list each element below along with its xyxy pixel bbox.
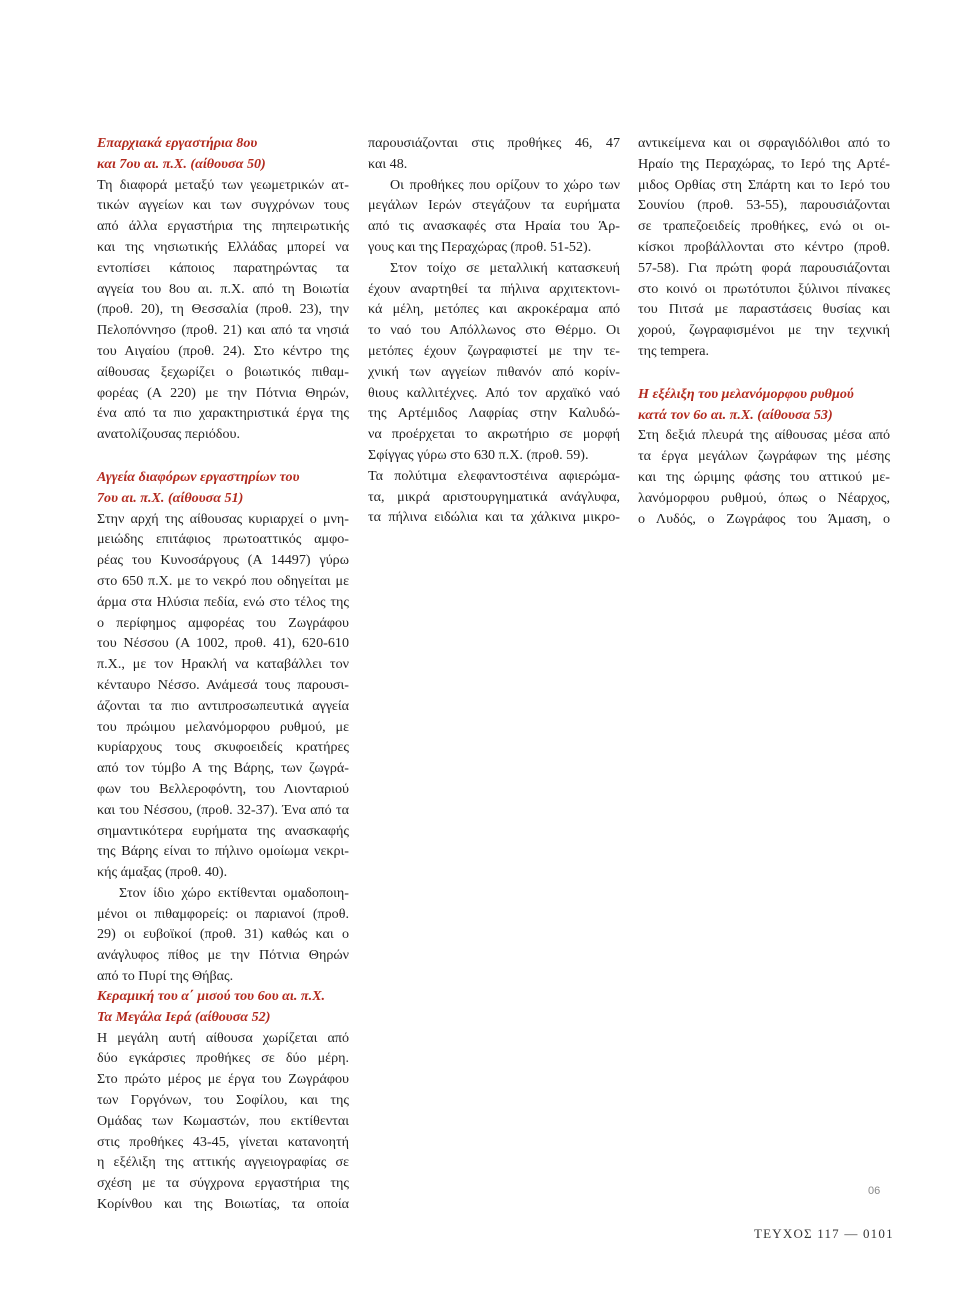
body-text-line: Στο πρώτο μέρος με έργα του Ζωγράφου bbox=[97, 1071, 349, 1088]
paragraph-gap bbox=[97, 445, 349, 467]
body-text-line: μεγάλων Ιερών στεγάζουν τα ευρήματα bbox=[368, 197, 620, 214]
body-text-line: χνική των αγγείων πιθανόν από κορίν- bbox=[368, 363, 620, 380]
body-text-line: σχέση με τα σύγχρονα εργαστήρια της bbox=[97, 1175, 349, 1192]
body-text-line: Στη δεξιά πλευρά της αίθουσας μέσα από bbox=[638, 427, 890, 444]
body-text-line: στο κοινό οι πρωτότυποι ξύλινοι πίνακες bbox=[638, 280, 890, 297]
body-text-line: Οι προθήκες που ορίζουν το χώρο των bbox=[390, 176, 620, 193]
text-column-1 bbox=[97, 133, 349, 987]
body-text-line: μειώδης επιτάφιος πρωτοαττικός αμφο- bbox=[97, 531, 349, 548]
body-text-line: Τα πολύτιμα ελεφαντοστέινα αφιερώμα- bbox=[368, 467, 620, 484]
body-text-line: Η μεγάλη αυτή αίθουσα χωρίζεται από bbox=[97, 1029, 349, 1046]
body-text-line: σε τραπεζοειδείς προθήκες, ενώ οι οι- bbox=[638, 218, 890, 235]
body-text-line: του πρώιμου μελανόμορφου ρυθμού, με bbox=[97, 718, 349, 735]
body-text-line: ο Λυδός, ο Ζωγράφος του Άμαση, ο bbox=[638, 510, 890, 527]
body-text-line: του Αιγαίου (προθ. 24). Στο κέντρο της bbox=[97, 342, 349, 359]
body-text-line: στο 650 π.Χ. με το νεκρό που οδηγείται με bbox=[97, 572, 349, 589]
body-text-line: και 48. bbox=[368, 155, 408, 172]
body-text-line: μετόπες έχουν ζωγραφιστεί με την τε- bbox=[368, 342, 620, 359]
body-text-line: ένα από τα πιο χαρακτηριστικά έργα της bbox=[97, 405, 349, 422]
body-text-line: μιδος Ορθίας στη Σπάρτη και το Ιερό του bbox=[638, 176, 890, 193]
section-heading-line: Επαρχιακά εργαστήρια 8ου bbox=[97, 135, 258, 151]
body-text-line: έχουν αναρτηθεί τα πήλινα αρχιτεκτονι- bbox=[368, 280, 620, 297]
body-text-line: από το Πυρί της Θήβας. bbox=[97, 968, 234, 985]
section-heading-line: Αγγεία διαφόρων εργαστηρίων του bbox=[97, 468, 300, 485]
body-text-line: λανόμορφου ρυθμού, όπως ο Νέαρχος, bbox=[638, 489, 890, 506]
body-text-line: άρμα στα Ηλύσια πεδία, ενώ στο τέλος της bbox=[97, 593, 349, 610]
body-text-line: κά μέλη, μετόπες και ακροκέραμα από bbox=[368, 301, 620, 318]
body-text-line: Σφίγγας γύρω στο 630 π.Χ. (προθ. 59). bbox=[368, 446, 589, 463]
body-text-line: και του Νέσσου, (προθ. 32-37). Ένα από τα bbox=[97, 801, 349, 818]
body-text-line: τα έργα μεγάλων ζωγράφων της μέσης bbox=[638, 448, 890, 465]
body-text-line: δύο εγκάρσιες προθήκες σε δύο μέρη. bbox=[97, 1050, 349, 1067]
body-text-line: γους και της Περαχώρας (προθ. 51-52). bbox=[368, 238, 592, 255]
body-text-line: (προθ. 20), τη Θεσσαλία (προθ. 23), την bbox=[97, 301, 349, 318]
body-text-line: στις προθήκες 43-45, γίνεται κατανοητή bbox=[97, 1133, 349, 1150]
section-heading-line: Κεραμική του α΄ μισού του 6ου αι. π.Χ. bbox=[97, 988, 326, 1004]
body-text-line: της Αρτέμιδος Λαφρίας στην Καλυδώ- bbox=[368, 405, 620, 422]
body-text-line: η εξέλιξη της αττικής αγγειογραφίας σε bbox=[97, 1154, 349, 1171]
body-text-line: το ναό του Απόλλωνος στο Θέρμο. Οι bbox=[368, 322, 620, 339]
body-text-line: ανάγλυφος πίθος με την Πότνια Θηρών bbox=[97, 947, 349, 964]
body-text-line: αντικείμενα και οι σφραγιδόλιθοι από το bbox=[638, 135, 890, 151]
body-text-line: αίθουσας ξεχωρίζει ο βοιωτικός πιθαμ- bbox=[97, 363, 349, 380]
body-text-line: άζονται τα πιο αντιπροσωπευτικά αγγεία bbox=[97, 697, 349, 714]
body-text-line: Κορίνθου και της Βοιωτίας, τα οποία bbox=[97, 1195, 349, 1212]
body-text-line: σημαντικότερα ευρήματα της ανασκαφής bbox=[97, 822, 349, 839]
text-column-3 bbox=[638, 133, 890, 529]
body-text-line: Ομάδας των Κωμαστών, που εκτίθενται bbox=[97, 1112, 349, 1129]
body-text-line: κυρίαρχους τους σκυφοειδείς κρατήρες bbox=[97, 739, 349, 756]
body-text-line: και της νησιωτικής Ελλάδας μπορεί να bbox=[97, 238, 349, 255]
page-number: 06 bbox=[868, 1185, 881, 1197]
body-text-line: της Βάρης είναι το πήλινο ομοίωμα νεκρι- bbox=[97, 843, 349, 860]
body-text-line: αγγεία του 8ου αι. π.Χ. από τη Βοιωτία bbox=[97, 280, 349, 297]
body-text-line: μένοι οι πιθαμφορείς: οι παριανοί (προθ. bbox=[97, 905, 349, 922]
body-text-line: 57-58). Για πρώτη φορά παρουσιάζονται bbox=[638, 259, 890, 276]
section-heading-line: και 7ου αι. π.Χ. (αίθουσα 50) bbox=[97, 155, 266, 172]
body-text-line: 29) οι ευβοϊκοί (προθ. 31) καθώς και ο bbox=[97, 926, 349, 943]
body-text-line: φορέας (Α 220) με την Πότνια Θηρών, bbox=[97, 384, 349, 401]
body-text-line: θιους καλλιτέχνες. Από τον αρχαϊκό ναό bbox=[368, 384, 620, 401]
body-text-line: του Νέσσου (Α 1002, προθ. 41), 620-610 bbox=[97, 635, 349, 652]
body-text-line: και της ώριμης φάσης του αττικού με- bbox=[638, 468, 890, 485]
section-heading-line: Η εξέλιξη του μελανόμορφου ρυθμού bbox=[638, 385, 854, 402]
body-text-line: κίσκοι προβάλλονται στο κέντρο (προθ. bbox=[638, 238, 890, 255]
body-text-line: Σουνίου (προθ. 53-55), παρουσιάζονται bbox=[638, 197, 890, 214]
body-text-line: τα πήλινα ειδώλια και τα χάλκινα μικρο- bbox=[368, 509, 620, 526]
body-text-line: Πελοπόννησο (προθ. 21) και από τα νησιά bbox=[97, 322, 349, 339]
issue-footer: ΤΕΥΧΟΣ 117 — 0101 bbox=[754, 1226, 894, 1241]
body-text-line: ο περίφημος αμφορέας του Ζωγράφου bbox=[97, 614, 349, 631]
paragraph-gap bbox=[638, 362, 890, 384]
section-heading-line: κατά τον 6ο αι. π.Χ. (αίθουσα 53) bbox=[638, 406, 833, 423]
body-text-line: τικών αγγείων και των συγχρόνων τους bbox=[97, 197, 349, 214]
body-text-line: π.Χ., με τον Ηρακλή να καταβάλλει τον bbox=[97, 656, 349, 673]
body-text-line: να προέρχεται το ακρωτήριο σε μορφή bbox=[368, 426, 620, 443]
text-column-1-lower bbox=[97, 986, 349, 1215]
text-column-2 bbox=[368, 133, 620, 528]
body-text-line: Στον τοίχο σε μεταλλική κατασκευή bbox=[390, 259, 620, 276]
body-text-line: φων του Βελλεροφόντη, του Λιονταριού bbox=[97, 780, 349, 797]
body-text-line: παρουσιάζονται στις προθήκες 46, 47 bbox=[368, 135, 620, 151]
body-text-line: τα, μικρά αριστουργηματικά ανάγλυφα, bbox=[368, 488, 620, 505]
body-text-line: χορού, ζωγραφισμένοι με την τεχνική bbox=[638, 322, 890, 339]
body-text-line: από άλλα εργαστήρια της πηπειρωτικής bbox=[97, 218, 349, 235]
body-text-line: Στον ίδιο χώρο εκτίθενται ομαδοποιη- bbox=[119, 884, 349, 901]
body-text-line: ρέας του Κυνοσάργους (Α 14497) γύρω bbox=[97, 552, 349, 569]
body-text-line: κής άμαξας (προθ. 40). bbox=[97, 864, 228, 881]
section-heading-line: 7ου αι. π.Χ. (αίθουσα 51) bbox=[97, 489, 244, 506]
section-heading-line: Τα Μεγάλα Ιερά (αίθουσα 52) bbox=[97, 1008, 271, 1025]
body-text-line: Τη διαφορά μεταξύ των γεωμετρικών ατ- bbox=[97, 176, 349, 193]
body-text-line: ανατολίζουσας περιόδου. bbox=[97, 426, 240, 443]
body-text-line: της tempera. bbox=[638, 342, 710, 359]
body-text-line: κένταυρο Νέσσο. Ανάμεσά τους παρουσι- bbox=[97, 676, 349, 693]
body-text-line: εντοπίσει κάποιος παρατηρώντας τα bbox=[97, 259, 349, 276]
body-text-line: από τις ανασκαφές στα Ηραία του Άρ- bbox=[368, 218, 620, 235]
body-text-line: Στην αρχή της αίθουσας κυριαρχεί ο μνη- bbox=[97, 510, 349, 527]
body-text-line: από τον τύμβο Α της Βάρης, των ζωγρά- bbox=[97, 760, 349, 777]
body-text-line: του Πιτσά με παραστάσεις θυσίας και bbox=[638, 301, 890, 318]
body-text-line: των Γοργόνων, του Σοφίλου, και της bbox=[97, 1091, 349, 1108]
body-text-line: Ηραίο της Περαχώρας, το Ιερό της Αρτέ- bbox=[638, 155, 890, 172]
